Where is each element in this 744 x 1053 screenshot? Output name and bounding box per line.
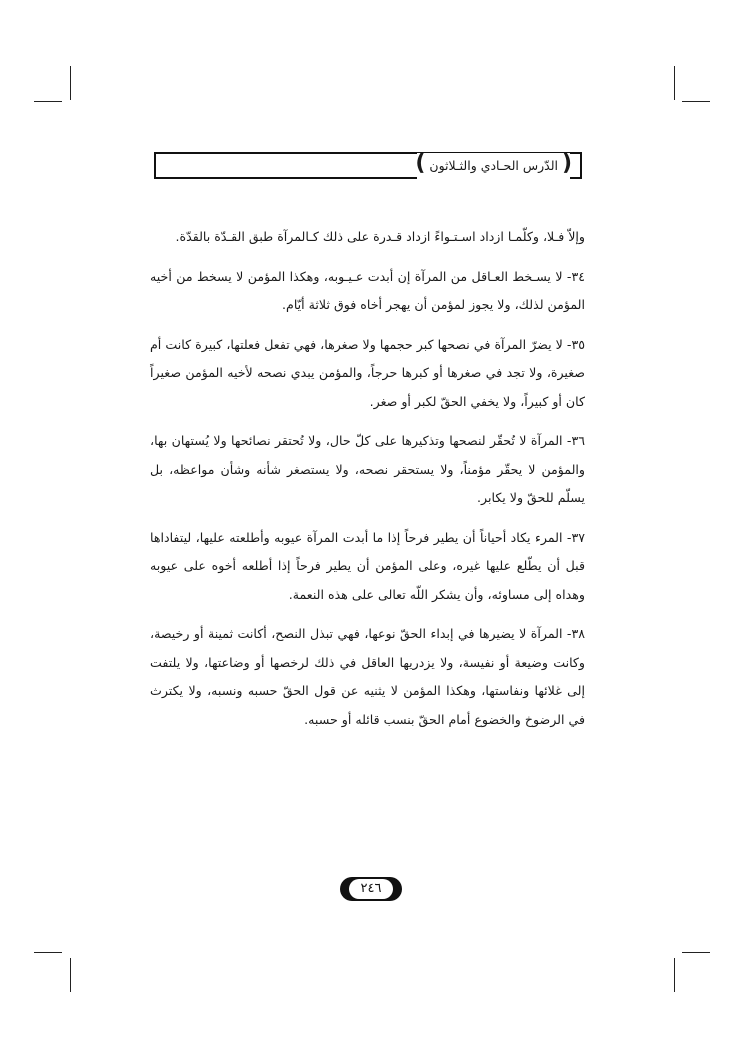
- paragraph: وإلاّ فـلا، وكلّمـا ازداد اسـتـواءً ازداد قـدرة على ذلك كـالمرآة طبق القـدّة بالقدّة.: [175, 229, 585, 244]
- crop-mark: [682, 101, 710, 102]
- crop-mark: [34, 101, 62, 102]
- lesson-title: ( الدّرس الحـادي والثـلاثون ): [417, 153, 570, 180]
- crop-mark: [70, 958, 71, 992]
- page-body: [150, 223, 585, 745]
- crop-mark: [34, 952, 62, 953]
- paragraph: ٣٥- لا يضرّ المرآة في نصحها كبر حجمها ولا صغرها، فهي تفعل فعلتها، كبيرة كانت أم صغيرة، ولا تجد في صغرها أو كبرها حرجاً، والمؤمن يبدي نصحه لأخيه المؤمن صغيراً كان أو كبيراً، ولا يخفي الحقّ لكبر أو صغر.: [150, 336, 585, 409]
- paragraph: ٣٦- المرآة لا تُحقّر لنصحها وتذكيرها على كلّ حال، ولا تُحتقر نصائحها ولا يُستهان بها، والمؤمن لا يحقّر مؤمناً، ولا يستحقر نصحه، ولا يستصغر شأنه وشأن مواعظه، بل يسلّم للحقّ ولا يكابر.: [150, 433, 585, 505]
- paragraph: ٣٤- لا يسـخط العـاقل من المرآة إن أبدت عـيـوبه، وهكذا المؤمن لا يسخط من أخيه المؤمن لذلك، ولا يجوز لمؤمن أن يهجر أخاه فوق ثلاثة أيّام.: [150, 268, 585, 312]
- page-number-badge: [340, 877, 402, 901]
- crop-mark: [674, 958, 675, 992]
- page-number: ٢٤٦: [349, 879, 393, 899]
- header-banner: [154, 152, 582, 179]
- paragraph: ٣٨- المرآة لا يضيرها في إبداء الحقّ نوعها، فهي تبذل النصح، أكانت ثمينة أو رخيصة، وكانت وضيعة أو نفيسة، ولا يزدريها العاقل في ذلك لرخصها أو وضاعتها، ولا يلتفت إلى غلائها ونفاستها، وهكذا المؤمن لا يثنيه عن قول الحقّ حسبه ونسبه، ولا يكترث في الرضوخ والخضوع أمام الحقّ بنسب قائله أو حسبه.: [150, 626, 585, 727]
- crop-mark: [674, 66, 675, 100]
- crop-mark: [70, 66, 71, 100]
- paragraph: ٣٧- المرء يكاد أحياناً أن يطير فرحاً إذا ما أبدت المرآة عيوبه وأطلعته عليها، ليتفاداها قبل أن يطّلع عليها غيره، وعلى المؤمن أن يطير فرحاً إذا أطلعه أخوه على عيوبه وهداه إلى مساوئه، وأن يشكر اللّه تعالى على هذه النعمة.: [150, 529, 585, 602]
- crop-mark: [682, 952, 710, 953]
